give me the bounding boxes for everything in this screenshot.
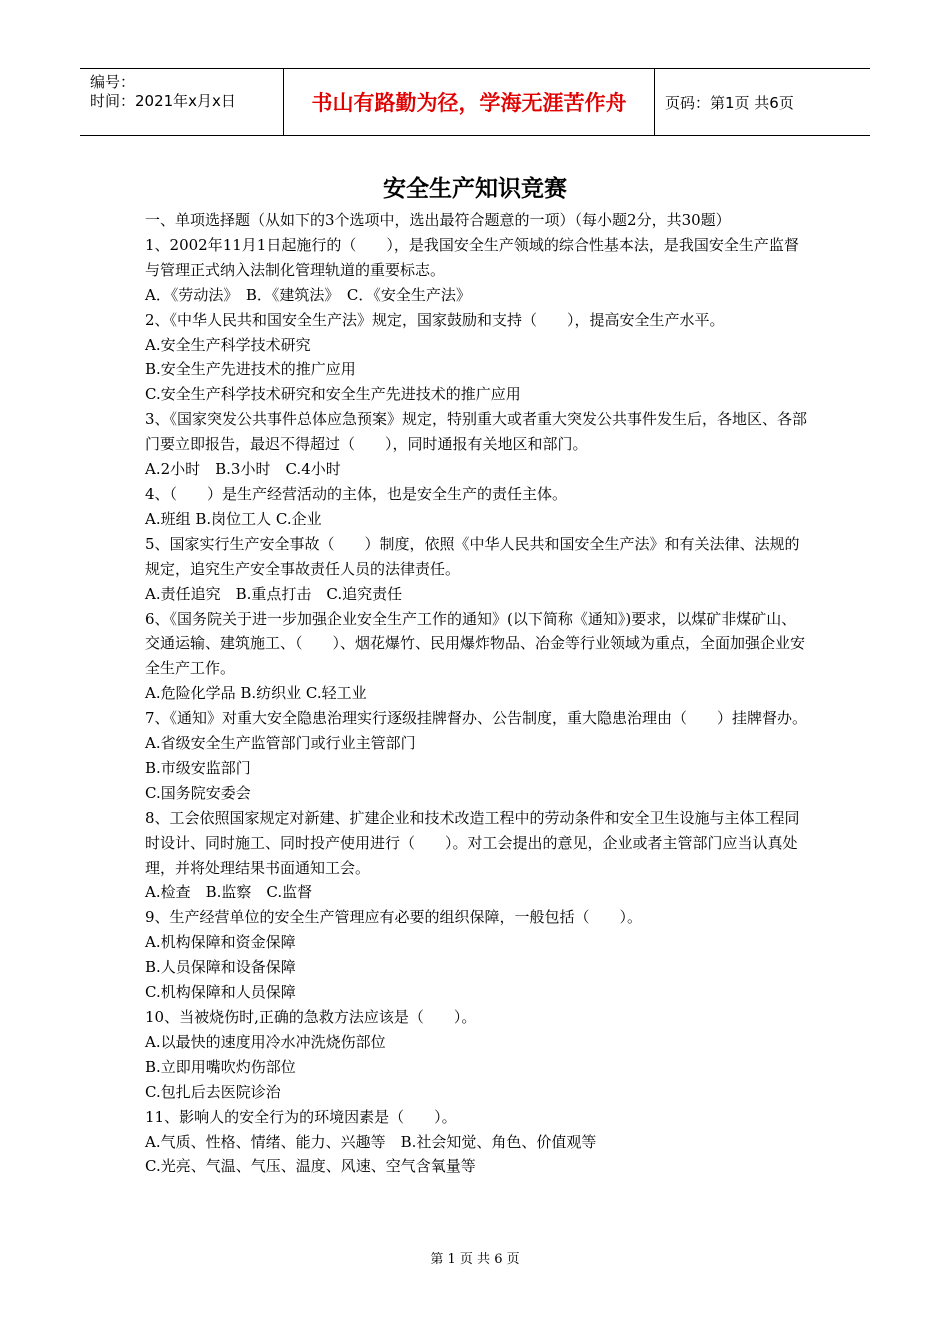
question-8: 8、工会依照国家规定对新建、扩建企业和技术改造工程中的劳动条件和安全卫生设施与主体工程同时设计、同时施工、同时投产使用进行（ ）。对工会提出的意见，企业或者主管部门应当认真处理，并将处理结果书面通知工会。 bbox=[145, 808, 800, 877]
question-10: 10、当被烧伤时,正确的急救方法应该是（ ）。 bbox=[145, 1008, 477, 1026]
document-body bbox=[145, 208, 811, 1179]
answer-options: A.责任追究 B.重点打击 C.追究责任 bbox=[145, 584, 403, 603]
header-page-info: 页码：第1页 共6页 bbox=[665, 93, 794, 112]
code-label: 编号： bbox=[90, 73, 136, 91]
page-header bbox=[80, 68, 870, 136]
document-title: 安全生产知识竞赛 bbox=[383, 175, 567, 202]
answer-options: A.班组 B.岗位工人 C.企业 bbox=[145, 509, 322, 528]
answer-options: A．《劳动法》 B．《建筑法》 C．《安全生产法》 bbox=[145, 285, 471, 304]
answer-options: A.气质、性格、情绪、能力、兴趣等 B.社会知觉、角色、价值观等 bbox=[145, 1132, 597, 1151]
answer-options: A.危险化学品 B.纺织业 C.轻工业 bbox=[145, 684, 367, 703]
answer-option: C.包扎后去医院诊治 bbox=[145, 1082, 281, 1101]
question-11: 11、影响人的安全行为的环境因素是（ ）。 bbox=[145, 1107, 457, 1126]
question-6: 6、《国务院关于进一步加强企业安全生产工作的通知》(以下简称《通知》)要求，以煤矿非煤矿山、交通运输、建筑施工、（ ）、烟花爆竹、民用爆炸物品、冶金等行业领域为重点，全面加强企业安全生产工作。 bbox=[145, 609, 806, 678]
question-5: 5、国家实行生产安全事故（ ）制度，依照《中华人民共和国安全生产法》和有关法律、法规的规定，追究生产安全事故责任人员的法律责任。 bbox=[145, 534, 800, 578]
section-heading: 一、单项选择题（从如下的3个选项中，选出最符合题意的一项）（每小题2分，共30题） bbox=[145, 211, 731, 229]
answer-option: C.光亮、气温、气压、温度、风速、空气含氧量等 bbox=[145, 1157, 476, 1176]
question-3: 3、《国家突发公共事件总体应急预案》规定，特别重大或者重大突发公共事件发生后，各地区、各部门要立即报告，最迟不得超过（ ），同时通报有关地区和部门。 bbox=[145, 410, 808, 454]
question-1: 1、2002年11月1日起施行的（ ），是我国安全生产领域的综合性基本法，是我国安全生产监督与管理正式纳入法制化管理轨道的重要标志。 bbox=[145, 235, 799, 279]
answer-option: C.机构保障和人员保障 bbox=[145, 983, 296, 1002]
header-motto: 书山有路勤为径，学海无涯苦作舟 bbox=[283, 69, 655, 135]
page-footer: 第 1 页 共 6 页 bbox=[430, 1252, 520, 1267]
answer-option: B.立即用嘴吹灼伤部位 bbox=[145, 1057, 296, 1076]
answer-option: C.安全生产科学技术研究和安全生产先进技术的推广应用 bbox=[145, 385, 521, 404]
question-7: 7、《通知》对重大安全隐患治理实行逐级挂牌督办、公告制度，重大隐患治理由（ ）挂牌督办。 bbox=[145, 709, 808, 728]
answer-options: A.检查 B.监察 C.监督 bbox=[145, 883, 313, 902]
answer-option: A.安全生产科学技术研究 bbox=[145, 335, 311, 354]
answer-option: A.机构保障和资金保障 bbox=[145, 933, 296, 952]
answer-option: B.市级安监部门 bbox=[145, 758, 251, 777]
answer-option: C.国务院安委会 bbox=[145, 783, 251, 802]
answer-option: B.安全生产先进技术的推广应用 bbox=[145, 360, 356, 379]
header-meta bbox=[80, 69, 283, 135]
answer-option: A.以最快的速度用冷水冲洗烧伤部位 bbox=[145, 1032, 386, 1051]
question-9: 9、生产经营单位的安全生产管理应有必要的组织保障，一般包括（ ）。 bbox=[145, 908, 643, 927]
answer-options: A.2小时 B.3小时 C.4小时 bbox=[145, 460, 341, 479]
answer-option: B.人员保障和设备保障 bbox=[145, 958, 296, 977]
question-2: 2、《中华人民共和国安全生产法》规定，国家鼓励和支持（ ），提高安全生产水平。 bbox=[145, 310, 725, 329]
question-4: 4、（ ）是生产经营活动的主体，也是安全生产的责任主体。 bbox=[145, 484, 568, 503]
date-label: 时间：2021年x月x日 bbox=[90, 92, 236, 110]
answer-option: A.省级安全生产监管部门或行业主管部门 bbox=[145, 734, 416, 753]
